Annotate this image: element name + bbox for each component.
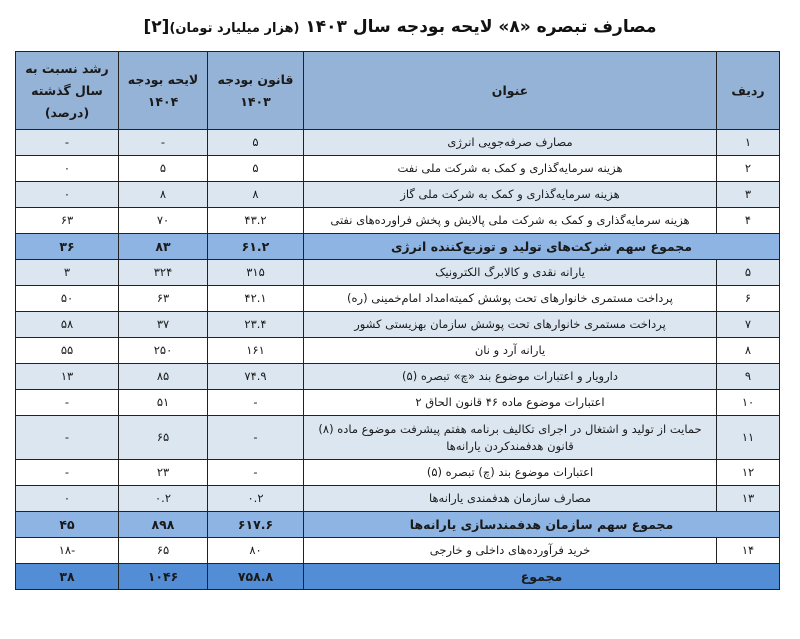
row-law: - <box>208 460 304 486</box>
table-row <box>16 338 780 364</box>
table-title <box>0 17 800 37</box>
row-law: ۰.۲ <box>208 486 304 512</box>
row-law: - <box>208 390 304 416</box>
subtotal-bill: ۸۳ <box>119 234 208 260</box>
row-law: - <box>208 416 304 460</box>
row-law: ۳۱۵ <box>208 260 304 286</box>
header-growth: رشد نسبت به سال گذشته (درصد) <box>16 52 119 130</box>
total-row <box>16 564 780 590</box>
table-row <box>16 208 780 234</box>
row-law: ۴۳.۲ <box>208 208 304 234</box>
row-title: حمایت از تولید و اشتغال در اجرای تکالیف برنامه هفتم پیشرفت موضوع ماده (۸) قانون هدفمندکردن یارانه‌ها <box>304 416 717 460</box>
header-title: عنوان <box>304 52 717 130</box>
budget-table-container <box>15 51 779 590</box>
row-bill: ۳۲۴ <box>119 260 208 286</box>
subtotal-label: مجموع سهم شرکت‌های تولید و توزیع‌کننده انرژی <box>304 234 780 260</box>
row-growth: ۵۸ <box>16 312 119 338</box>
total-law: ۷۵۸.۸ <box>208 564 304 590</box>
row-index: ۸ <box>717 338 780 364</box>
row-title: اعتبارات موضوع ماده ۴۶ قانون الحاق ۲ <box>304 390 717 416</box>
row-growth: - <box>16 390 119 416</box>
row-title: مصارف سازمان هدفمندی یارانه‌ها <box>304 486 717 512</box>
table-row <box>16 260 780 286</box>
row-bill: ۳۷ <box>119 312 208 338</box>
row-bill: - <box>119 130 208 156</box>
row-growth: ۰ <box>16 486 119 512</box>
row-bill: ۲۵۰ <box>119 338 208 364</box>
row-title: خرید فرآورده‌های داخلی و خارجی <box>304 538 717 564</box>
row-title: پرداخت مستمری خانوارهای تحت پوشش کمیته‌امداد امام‌خمینی (ره) <box>304 286 717 312</box>
table-row <box>16 390 780 416</box>
subtotal-law: ۶۱.۲ <box>208 234 304 260</box>
row-index: ۳ <box>717 182 780 208</box>
row-growth: - <box>16 460 119 486</box>
row-bill: ۲۳ <box>119 460 208 486</box>
subtotal-growth: ۴۵ <box>16 512 119 538</box>
row-law: ۵ <box>208 156 304 182</box>
subtotal-law: ۶۱۷.۶ <box>208 512 304 538</box>
row-growth: -۱۸ <box>16 538 119 564</box>
table-row <box>16 460 780 486</box>
header-row <box>16 52 780 130</box>
row-index: ۶ <box>717 286 780 312</box>
row-index: ۱۰ <box>717 390 780 416</box>
budget-table <box>15 51 780 590</box>
row-law: ۸۰ <box>208 538 304 564</box>
row-bill: ۵۱ <box>119 390 208 416</box>
row-growth: ۳ <box>16 260 119 286</box>
row-title: مصارف صرفه‌جویی انرژی <box>304 130 717 156</box>
row-bill: ۵ <box>119 156 208 182</box>
table-row <box>16 364 780 390</box>
row-bill: ۶۵ <box>119 416 208 460</box>
row-growth: ۰ <box>16 182 119 208</box>
row-title: هزینه سرمایه‌گذاری و کمک به شرکت ملی گاز <box>304 182 717 208</box>
title-main: مصارف تبصره «۸» لایحه بودجه سال ۱۴۰۳ <box>305 17 657 37</box>
table-row <box>16 156 780 182</box>
row-bill: ۶۳ <box>119 286 208 312</box>
row-bill: ۰.۲ <box>119 486 208 512</box>
table-row <box>16 130 780 156</box>
row-title: یارانه آرد و نان <box>304 338 717 364</box>
row-index: ۴ <box>717 208 780 234</box>
table-row <box>16 538 780 564</box>
row-growth: - <box>16 130 119 156</box>
row-index: ۱۱ <box>717 416 780 460</box>
row-index: ۹ <box>717 364 780 390</box>
row-index: ۱ <box>717 130 780 156</box>
row-bill: ۸۵ <box>119 364 208 390</box>
title-reference: [۲] <box>143 17 170 37</box>
row-growth: ۰ <box>16 156 119 182</box>
subtotal-growth: ۳۶ <box>16 234 119 260</box>
subtotal-bill: ۸۹۸ <box>119 512 208 538</box>
row-growth: ۵۰ <box>16 286 119 312</box>
row-index: ۱۳ <box>717 486 780 512</box>
row-bill: ۶۵ <box>119 538 208 564</box>
row-index: ۲ <box>717 156 780 182</box>
total-label: مجموع <box>304 564 780 590</box>
row-law: ۷۴.۹ <box>208 364 304 390</box>
table-row <box>16 286 780 312</box>
table-row <box>16 182 780 208</box>
row-title: پرداخت مستمری خانوارهای تحت پوشش سازمان بهزیستی کشور <box>304 312 717 338</box>
header-law-1403: قانون بودجه ۱۴۰۳ <box>208 52 304 130</box>
row-index: ۱۲ <box>717 460 780 486</box>
row-law: ۲۳.۴ <box>208 312 304 338</box>
table-row <box>16 486 780 512</box>
row-title: یارانه نقدی و کالابرگ الکترونیک <box>304 260 717 286</box>
title-unit: (هزار میلیارد تومان) <box>169 21 300 36</box>
table-row <box>16 416 780 460</box>
row-index: ۵ <box>717 260 780 286</box>
row-growth: ۱۳ <box>16 364 119 390</box>
header-bill-1404: لایحه بودجه ۱۴۰۴ <box>119 52 208 130</box>
total-growth: ۳۸ <box>16 564 119 590</box>
row-title: اعتبارات موضوع بند (چ) تبصره (۵) <box>304 460 717 486</box>
row-growth: ۵۵ <box>16 338 119 364</box>
row-title: هزینه سرمایه‌گذاری و کمک به شرکت ملی نفت <box>304 156 717 182</box>
header-index: ردیف <box>717 52 780 130</box>
row-law: ۱۶۱ <box>208 338 304 364</box>
row-law: ۴۲.۱ <box>208 286 304 312</box>
table-row <box>16 312 780 338</box>
row-bill: ۷۰ <box>119 208 208 234</box>
row-growth: ۶۳ <box>16 208 119 234</box>
row-index: ۱۴ <box>717 538 780 564</box>
row-index: ۷ <box>717 312 780 338</box>
row-growth: - <box>16 416 119 460</box>
row-law: ۵ <box>208 130 304 156</box>
row-law: ۸ <box>208 182 304 208</box>
row-title: هزینه سرمایه‌گذاری و کمک به شرکت ملی پالایش و پخش فراورده‌های نفتی <box>304 208 717 234</box>
subtotal-row-subsidies <box>16 512 780 538</box>
subtotal-label: مجموع سهم سازمان هدفمندسازی یارانه‌ها <box>304 512 780 538</box>
total-bill: ۱۰۴۶ <box>119 564 208 590</box>
row-bill: ۸ <box>119 182 208 208</box>
subtotal-row-energy <box>16 234 780 260</box>
row-title: دارویار و اعتبارات موضوع بند «چ» تبصره (۵) <box>304 364 717 390</box>
